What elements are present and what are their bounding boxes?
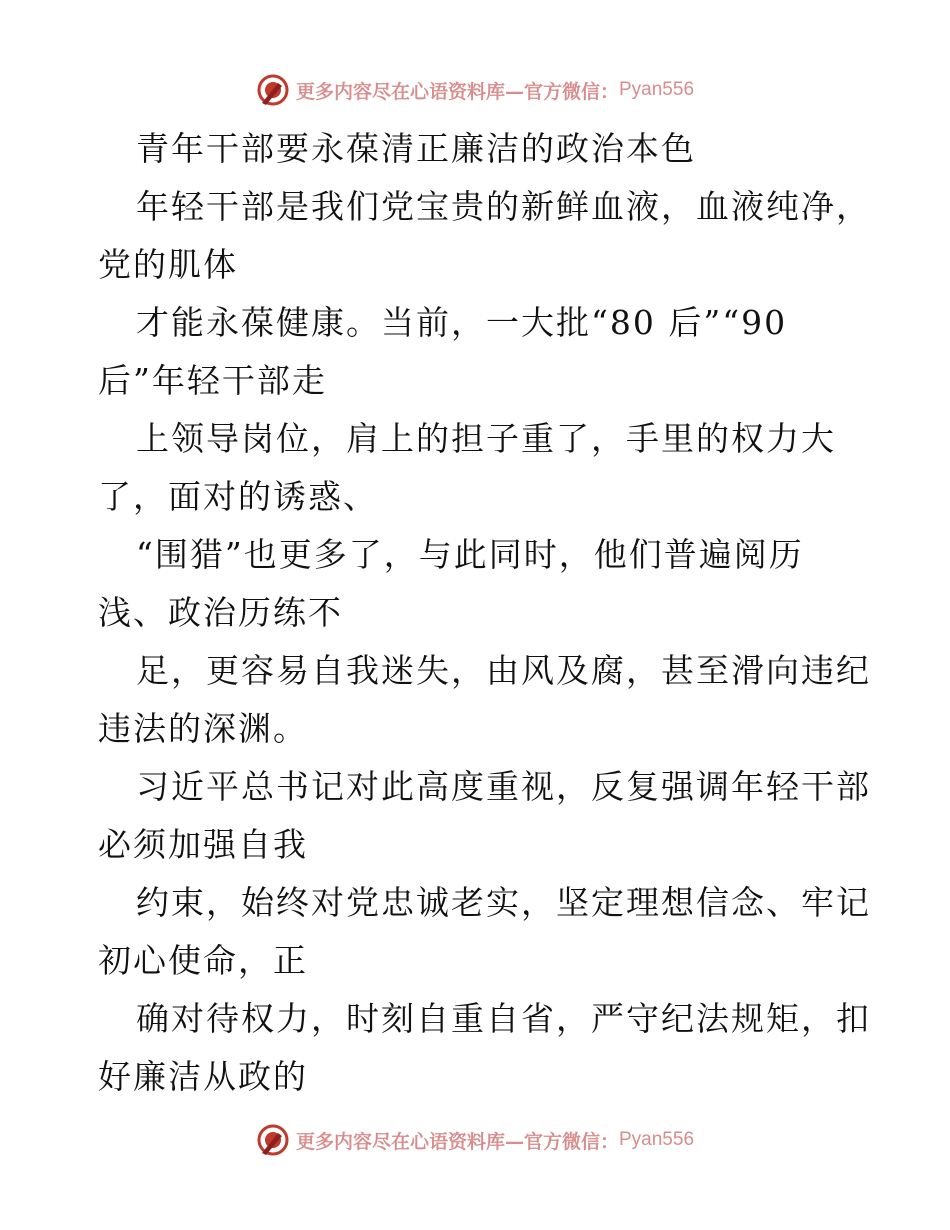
paragraph-line: 党的肌体	[98, 245, 238, 284]
header-wechat-id: Pyan556	[619, 79, 695, 100]
paragraph-line: 确对待权力，时刻自重自省，严守纪法规矩，扣	[136, 999, 871, 1038]
paragraph-line: 约束，始终对党忠诚老实，坚定理想信念、牢记	[136, 883, 871, 922]
paragraph-line: 好廉洁从政的	[98, 1057, 308, 1096]
pen-logo-icon	[256, 73, 290, 107]
footer-wechat-id: Pyan556	[619, 1129, 695, 1150]
paragraph-line: 后”年轻干部走	[98, 361, 327, 400]
paragraph-line: 上领导岗位，肩上的担子重了，手里的权力大	[136, 419, 836, 458]
pen-logo-icon	[256, 1123, 290, 1157]
footer-banner-text: 更多内容尽在心语资料库—官方微信：	[295, 1130, 619, 1153]
paragraph-line: 违法的深渊。	[98, 709, 308, 748]
paragraph-line: 年轻干部是我们党宝贵的新鲜血液，血液纯净，	[136, 187, 871, 226]
document-title: 青年干部要永葆清正廉洁的政治本色	[136, 129, 696, 168]
document-body	[98, 120, 871, 1106]
header-banner-text: 更多内容尽在心语资料库—官方微信：	[295, 80, 619, 103]
footer-banner	[0, 1120, 950, 1160]
paragraph-line: 习近平总书记对此高度重视，反复强调年轻干部	[136, 767, 871, 806]
header-banner	[0, 70, 950, 110]
paragraph-line: 了，面对的诱惑、	[98, 477, 378, 516]
paragraph-line: 初心使命，正	[98, 941, 308, 980]
paragraph-line: “围猎”也更多了，与此同时，他们普遍阅历	[136, 535, 804, 574]
paragraph-line: 才能永葆健康。当前，一大批“80 后”“90	[136, 303, 788, 342]
paragraph-line: 浅、政治历练不	[98, 593, 343, 632]
paragraph-line: 足，更容易自我迷失，由风及腐，甚至滑向违纪	[136, 651, 871, 690]
paragraph-line: 必须加强自我	[98, 825, 308, 864]
